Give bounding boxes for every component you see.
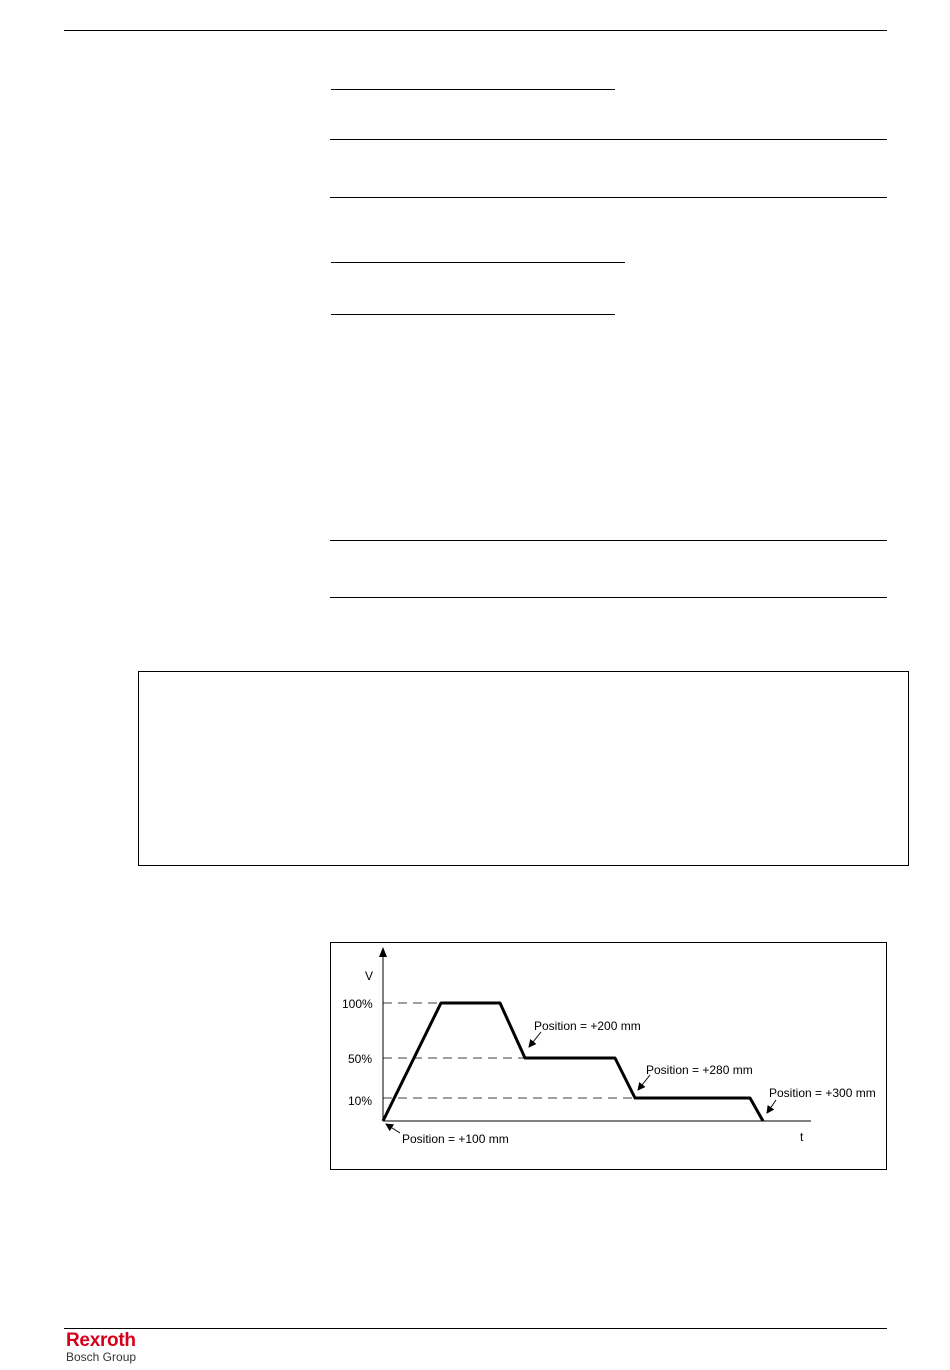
logo-brand-text: Rexroth [66,1330,136,1351]
blank-table [138,671,909,866]
annotation-arrow-200 [529,1032,541,1047]
form-line-1 [331,89,615,90]
velocity-profile-figure [330,942,887,1170]
rexroth-logo [66,1331,136,1363]
form-line-5 [331,314,615,315]
annotation-arrow-280 [638,1075,650,1090]
footer-rule [64,1328,887,1329]
y-tick-50: 50% [348,1052,373,1066]
form-line-7 [330,597,887,598]
velocity-profile-diagram [331,943,888,1171]
form-line-3 [330,197,887,198]
form-line-6 [330,540,887,541]
form-line-2 [330,139,887,140]
form-line-4 [331,262,625,263]
header-rule [64,30,887,31]
y-axis-label: V [365,969,374,983]
logo-sub-text: Bosch Group [66,1350,137,1364]
x-axis-label: t [800,1130,804,1144]
annotation-position-280: Position = +280 mm [646,1063,753,1077]
y-tick-100: 100% [342,997,373,1011]
annotation-arrow-100 [386,1124,400,1133]
annotation-arrow-300 [767,1100,776,1113]
annotation-position-300: Position = +300 mm [769,1086,876,1100]
y-axis-arrow-icon [379,947,387,957]
annotation-position-100: Position = +100 mm [402,1132,509,1146]
y-tick-10: 10% [348,1094,373,1108]
annotation-position-200: Position = +200 mm [534,1019,641,1033]
